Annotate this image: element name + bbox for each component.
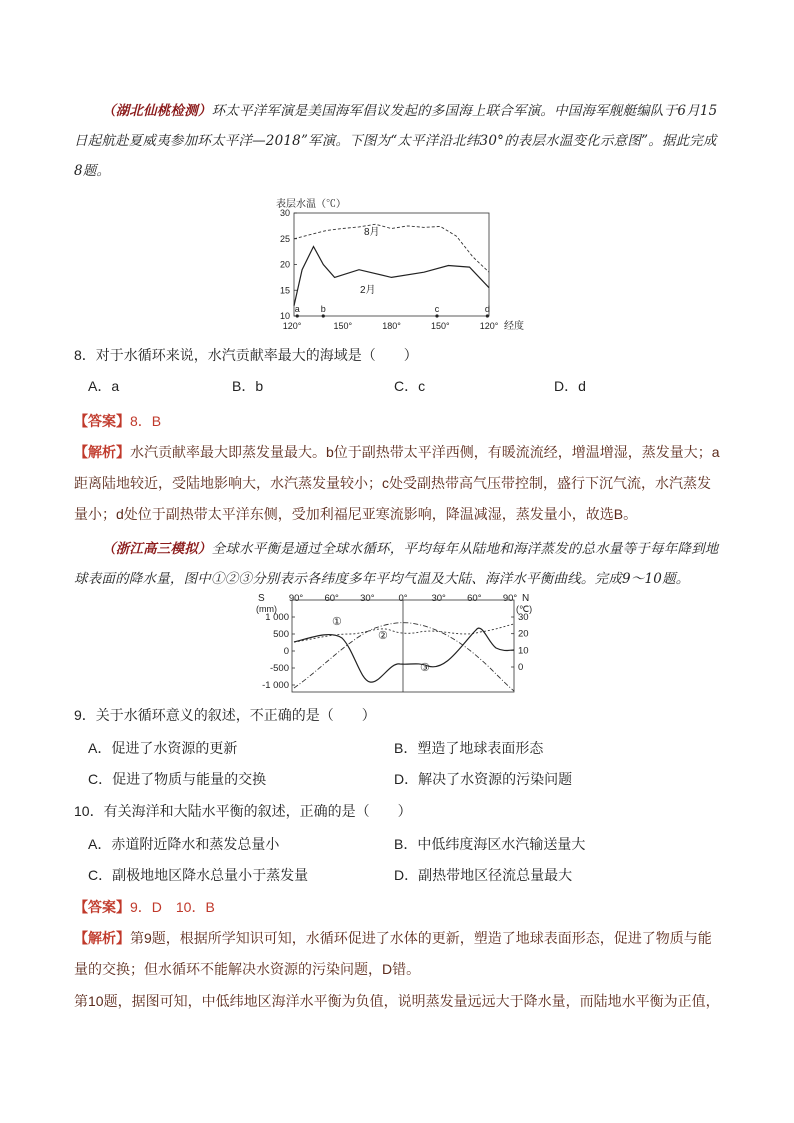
sst-x-tick-label: 180° <box>382 321 401 331</box>
sst-x-tick-label: 120° <box>282 321 302 331</box>
analysis-8-label: 【解析】 <box>74 444 130 460</box>
q8-option-b: B．b <box>232 378 264 394</box>
q8-option-c: C．c <box>394 378 426 394</box>
question-9: 9．关于水循环意义的叙述，不正确的是（ ） <box>74 707 376 723</box>
wb-x-end-n: N <box>522 593 530 604</box>
answer-9-10-label: 【答案】 <box>74 899 130 915</box>
q9-option-c: C．促进了物质与能量的交换 <box>88 771 267 787</box>
sst-y-tick-label: 15 <box>279 285 290 296</box>
sst-y-tick-label: 20 <box>279 259 290 270</box>
analysis-9-10-text-1: 第9题，根据所学知识可知，水循环促进了水体的更新，塑造了地球表面形态，促进了物质与能量的交换；但水循环不能解决水资源的污染问题，D错。 <box>74 930 712 977</box>
wb-y-right-tick-label: 0 <box>518 662 524 673</box>
source-tag-2: （浙江高三模拟） <box>102 541 212 557</box>
wb-x-tick-label: 30° <box>431 593 446 604</box>
sst-y-tick-label: 10 <box>279 311 290 321</box>
sst-chart <box>272 193 534 335</box>
analysis-8-text: 水汽贡献率最大即蒸发量最大。b位于副热带太平洋西侧，有暖流流经，增温增湿，蒸发量大；a距离陆地较近，受陆地影响大，水汽蒸发量较小；c处受副热带高气压带控制，盛行下沉气流，水汽蒸发量小；d处位于副热带太平洋东侧，受加利福尼亚寒流影响，降温减湿，蒸发量小，故选B。 <box>74 444 720 522</box>
wb-left-unit: (mm) <box>256 604 277 614</box>
wb-y-right-tick-label: 20 <box>518 628 529 640</box>
question-8: 8．对于水循环来说，水汽贡献率最大的海域是（ ） <box>74 347 418 363</box>
sst-point-c <box>435 314 438 317</box>
answer-9-10 <box>74 892 724 922</box>
wb-x-tick-label: 90° <box>502 593 518 604</box>
wb-y-left-tick-label: 0 <box>283 646 289 657</box>
sst-point-label-a: a <box>294 304 300 314</box>
series-february-label: 2月 <box>360 285 376 296</box>
source-tag-1: （湖北仙桃检测） <box>102 103 212 119</box>
analysis-9-10 <box>74 923 724 985</box>
sst-point-label-d: d <box>484 304 490 314</box>
wb-x-end-s: S <box>258 593 265 604</box>
q9-option-b: B．塑造了地球表面形态 <box>394 740 544 756</box>
analysis-8 <box>74 437 724 530</box>
sst-chart-title: 表层水温（℃） <box>276 199 346 210</box>
sst-x-tick-label: 150° <box>333 321 353 331</box>
series-august-label: 8月 <box>364 227 380 238</box>
wb-x-tick-label: 30° <box>360 593 375 604</box>
wb-y-left-tick-label: -500 <box>269 663 289 674</box>
answer-8-label: 【答案】 <box>74 413 130 429</box>
sst-point-label-c: c <box>434 304 440 314</box>
q9-option-d: D．解决了水资源的污染问题 <box>394 771 573 787</box>
sst-y-tick-label: 30 <box>279 208 290 218</box>
answer-9-10-value: 9．D 10．B <box>130 899 215 915</box>
sst-x-tick-label: 150° <box>430 321 450 331</box>
wb-right-unit: (℃) <box>516 604 533 614</box>
q10-option-a: A．赤道附近降水和蒸发总量小 <box>88 836 280 852</box>
q10-option-d: D．副热带地区径流总量最大 <box>394 867 573 883</box>
question-10: 10．有关海洋和大陆水平衡的叙述，正确的是（ ） <box>74 803 412 819</box>
wb-curve-1-temperature <box>294 623 514 691</box>
q9-option-a: A．促进了水资源的更新 <box>88 740 238 756</box>
wb-y-left-tick-label: 1 000 <box>265 612 289 623</box>
wb-curve-2-land <box>294 624 514 642</box>
q10-option-c: C．副极地地区降水总量小于蒸发量 <box>88 867 309 883</box>
answer-8 <box>74 406 724 436</box>
q10-option-b: B．中低纬度海区水汽输送量大 <box>394 836 586 852</box>
series-february-line <box>294 247 489 306</box>
sst-y-tick-label: 25 <box>279 233 290 244</box>
sst-point-a <box>296 314 299 317</box>
sst-x-tick-label: 120° <box>479 321 499 331</box>
sst-point-d <box>486 314 489 317</box>
wb-y-right-tick-label: 30 <box>518 612 529 623</box>
intro-text-2: 全球水平衡是通过全球水循环，平均每年从陆地和海洋蒸发的总水量等于每年降到地球表面的降水量，图中①②③分别表示各纬度多年平均气温及大陆、海洋水平衡曲线。完成9～10题。 <box>74 541 719 587</box>
wb-x-tick-label: 0° <box>398 593 408 604</box>
analysis-10-text: 第10题，据图可知，中低纬地区海洋水平衡为负值，说明蒸发量远远大于降水量，而陆地水平衡为正值， <box>74 993 720 1009</box>
q8-option-a: A．a <box>88 378 120 394</box>
wb-x-tick-label: 60° <box>324 593 339 604</box>
intro-paragraph-1 <box>74 96 724 186</box>
answer-8-value: 8．B <box>130 413 162 429</box>
wb-curve-3-label: ③ <box>420 662 430 674</box>
wb-curve-2-label: ② <box>378 630 388 642</box>
water-balance-chart <box>250 590 550 694</box>
wb-curve-1-label: ① <box>332 616 342 628</box>
sst-point-label-b: b <box>320 304 326 314</box>
intro-text-1: 环太平洋军演是美国海军倡议发起的多国海上联合军演。中国海军舰艇编队于6月15日起航赴夏威夷参加环太平洋—2018”军演。下图为“太平洋沿北纬30°的表层水温变化示意图”。据此完成8题。 <box>74 103 718 179</box>
sst-x-axis-label: 经度 <box>504 321 524 332</box>
analysis-9-10-label: 【解析】 <box>74 930 130 946</box>
intro-paragraph-2 <box>74 534 724 594</box>
q8-option-d: D．d <box>554 378 586 394</box>
wb-y-right-tick-label: 10 <box>518 645 529 657</box>
wb-y-left-tick-label: 500 <box>273 629 289 640</box>
wb-y-left-tick-label: -1 000 <box>262 680 289 691</box>
wb-x-tick-label: 60° <box>467 593 482 604</box>
wb-x-tick-label: 90° <box>288 593 304 604</box>
sst-point-b <box>322 314 325 317</box>
